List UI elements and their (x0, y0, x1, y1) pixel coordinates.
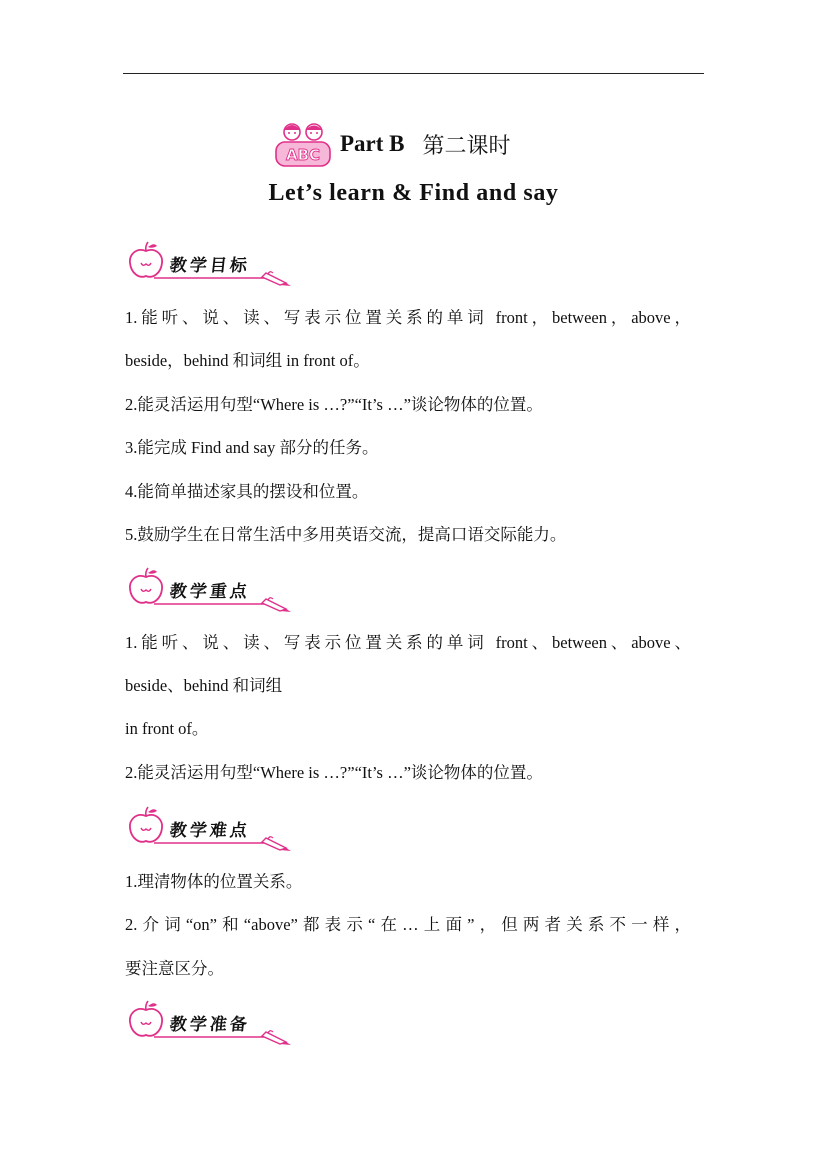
difficulty-line: 要注意区分。 (125, 959, 224, 978)
abc-kids-logo-icon (272, 118, 334, 170)
key-point-line: in front of。 (125, 719, 209, 738)
section-title: 教学难点 (168, 821, 251, 841)
section-header-preparation (126, 1000, 296, 1044)
section-title: 教学准备 (168, 1015, 251, 1035)
objective-line: 3.能完成 Find and say 部分的任务。 (125, 438, 379, 457)
section-title: 教学重点 (168, 582, 251, 602)
objective-line: 2.能灵活运用句型“Where is …?”“It’s …”谈论物体的位置。 (125, 395, 543, 414)
logo-text: ABC (285, 146, 321, 164)
difficulty-line: 2.介词“on”和“above”都表示“在…上面”，但两者关系不一样， (125, 915, 691, 934)
objective-line: 1.能听、说、读、写表示位置关系的单词 front，between，above， (125, 308, 691, 327)
lesson-title (272, 118, 511, 170)
lesson-cn: 第二课时 (422, 133, 511, 159)
section-title: 教学目标 (168, 256, 251, 276)
objective-line: 4.能简单描述家具的摆设和位置。 (125, 482, 369, 501)
section-header-difficulties (126, 806, 296, 850)
key-point-line: beside、behind 和词组 (125, 676, 283, 695)
key-point-line: 1.能听、说、读、写表示位置关系的单词 front、between、above、 (125, 633, 691, 652)
lesson-subtitle: Let’s learn & Find and say (268, 180, 559, 206)
key-point-line: 2.能灵活运用句型“Where is …?”“It’s …”谈论物体的位置。 (125, 763, 543, 782)
objective-line: 5.鼓励学生在日常生活中多用英语交流，提高口语交际能力。 (125, 525, 567, 544)
header-rule (123, 73, 704, 74)
objective-line: beside，behind 和词组 in front of。 (125, 351, 370, 370)
difficulty-line: 1.理清物体的位置关系。 (125, 872, 303, 891)
part-label: Part B (340, 131, 405, 156)
section-header-objectives (126, 241, 296, 285)
section-header-key-points (126, 567, 296, 611)
